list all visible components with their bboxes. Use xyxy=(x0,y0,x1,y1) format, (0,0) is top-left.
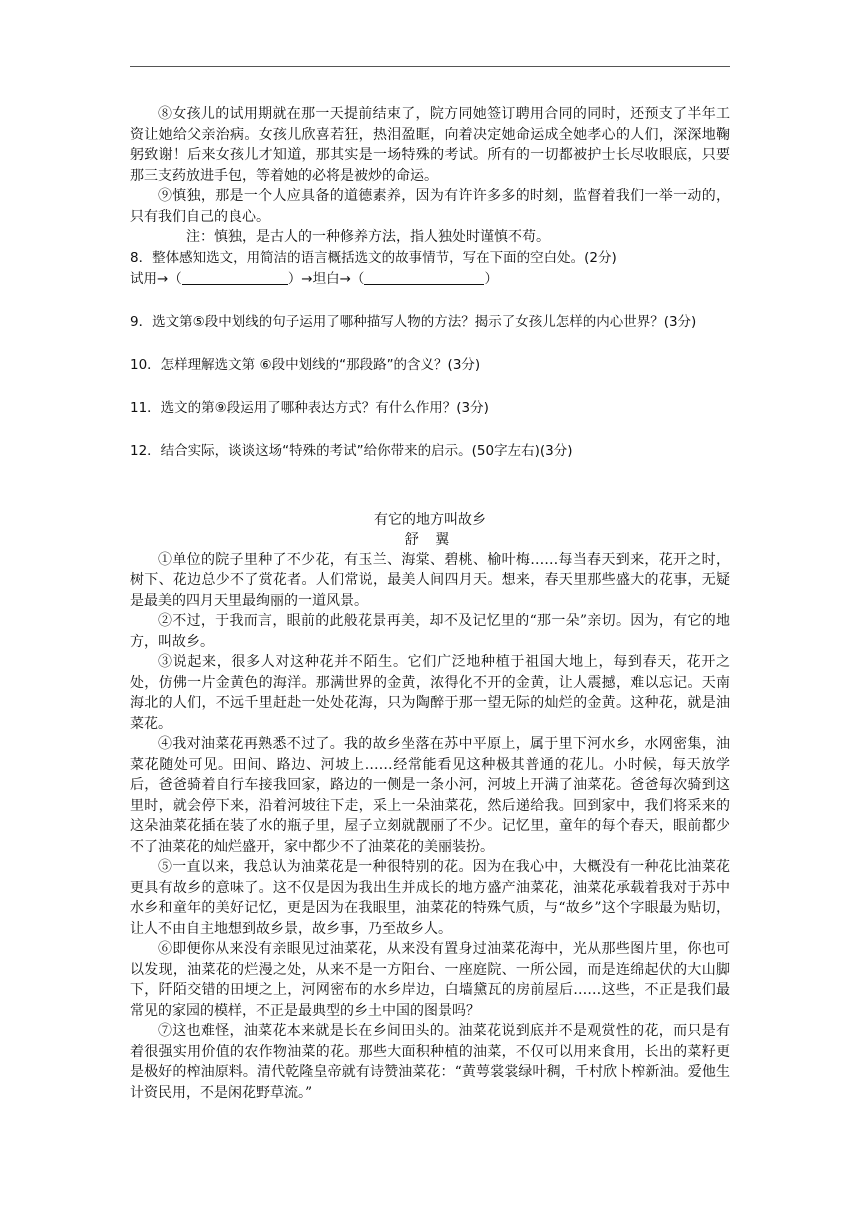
question-8: 8．整体感知选文，用简洁的语言概括选文的故事情节，写在下面的空白处。(2分) xyxy=(130,249,617,266)
question-11: 11．选文的第⑨段运用了哪种表达方式？有什么作用？(3分) xyxy=(130,399,489,416)
question-9: 9．选文第⑤段中划线的句子运用了哪种描写人物的方法？揭示了女孩儿怎样的内心世界？(3分) xyxy=(130,313,697,330)
question-8-fill-line xyxy=(130,269,730,290)
fill-suffix: ） xyxy=(484,270,498,287)
article-paragraph: ⑦这也难怪，油菜花本来就是长在乡间田头的。油菜花说到底并不是观赏性的花，而只是有着很强实用价值的农作物油菜的花。那些大面积种植的油菜，不仅可以用来食用，长出的菜籽更是极好的榨油原料。清代乾隆皇帝就有诗赞油菜花：“黄萼裳裳绿叶稠，千村欣卜榨新油。爱他生计资民用，不是闲花野草流。” xyxy=(130,1023,730,1101)
article-paragraph: ①单位的院子里种了不少花，有玉兰、海棠、碧桃、榆叶梅……每当春天到来，花开之时，树下、花边总少不了赏花者。人们常说，最美人间四月天。想来，春天里那些盛大的花事，无疑是最美的四月天里最绚丽的一道风景。 xyxy=(130,551,730,609)
article-author: 舒 翼 xyxy=(404,531,456,548)
header-rule xyxy=(130,66,730,67)
question-12: 12．结合实际，谈谈这场“特殊的考试”给你带来的启示。(50字左右)(3分) xyxy=(130,442,573,459)
article-paragraph: ⑥即便你从来没有亲眼见过油菜花，从来没有置身过油菜花海中，光从那些图片里，你也可以发现，油菜花的烂漫之处，从来不是一方阳台、一座庭院、一所公园，而是连绵起伏的大山脚下，阡陌交错的田埂之上，河网密布的水乡岸边，白墙黛瓦的房前屋后……这些，不正是我们最常见的家园的模样，不正是最典型的乡土中国的图景吗？ xyxy=(130,941,730,1019)
footnote: 注：慎独，是古人的一种修养方法，指人独处时谨慎不苟。 xyxy=(186,229,550,245)
question-10: 10．怎样理解选文第 ⑥段中划线的“那段路”的含义？(3分) xyxy=(130,356,481,373)
fill-middle: ）→坦白→（ xyxy=(287,270,365,287)
fill-prefix: 试用→（ xyxy=(130,270,182,287)
paragraph-8: ⑧女孩儿的试用期就在那一天提前结束了，院方同她签订聘用合同的同时，还预支了半年工资让她给父亲治病。女孩儿欣喜若狂，热泪盈眶，向着决定她命运成全她孝心的人们，深深地鞠躬致谢！后来女孩儿才知道，那其实是一场特殊的考试。所有的一切都被护士长尽收眼底，只要那三支药放进手包，等着她的必将是被炒的命运。 xyxy=(130,106,730,184)
article-paragraph: ②不过，于我而言，眼前的此般花景再美，却不及记忆里的“那一朵”亲切。因为，有它的地方，叫故乡。 xyxy=(130,613,730,650)
answer-blank-2[interactable] xyxy=(364,270,484,285)
document-page xyxy=(130,104,730,1103)
article-paragraph: ③说起来，很多人对这种花并不陌生。它们广泛地种植于祖国大地上，每到春天，花开之处，仿佛一片金黄色的海洋。那满世界的金黄，浓得化不开的金黄，让人震撼，难以忘记。天南海北的人们，不远千里赶赴一处处花海，只为陶醉于那一望无际的灿烂的金黄。这种花，就是油菜花。 xyxy=(130,654,730,732)
article-paragraph: ④我对油菜花再熟悉不过了。我的故乡坐落在苏中平原上，属于里下河水乡，水网密集，油菜花随处可见。田间、路边、河坡上……经常能看见这种极其普通的花儿。小时候，每天放学后，爸爸骑着自行车接我回家，路边的一侧是一条小河，河坡上开满了油菜花。爸爸每次骑到这里时，就会停下来，沿着河坡往下走，采上一朵油菜花，然后递给我。回到家中，我们将采来的这朵油菜花插在装了水的瓶子里，屋子立刻就靓丽了不少。记忆里，童年的每个春天，眼前都少不了油菜花的灿烂盛开，家中都少不了油菜花的美丽装扮。 xyxy=(130,736,730,855)
answer-blank-1[interactable] xyxy=(182,270,288,285)
article-title: 有它的地方叫故乡 xyxy=(374,511,486,528)
article-paragraph: ⑤一直以来，我总认为油菜花是一种很特别的花。因为在我心中，大概没有一种花比油菜花更具有故乡的意味了。这不仅是因为我出生并成长的地方盛产油菜花，油菜花承载着我对于苏中水乡和童年的美好记忆，更是因为在我眼里，油菜花的特殊气质，与“故乡”这个字眼最为贴切，让人不由自主地想到故乡景，故乡事，乃至故乡人。 xyxy=(130,859,730,937)
paragraph-9: ⑨慎独，那是一个人应具备的道德素养，因为有许许多多的时刻，监督着我们一举一动的，只有我们自己的良心。 xyxy=(130,188,730,225)
